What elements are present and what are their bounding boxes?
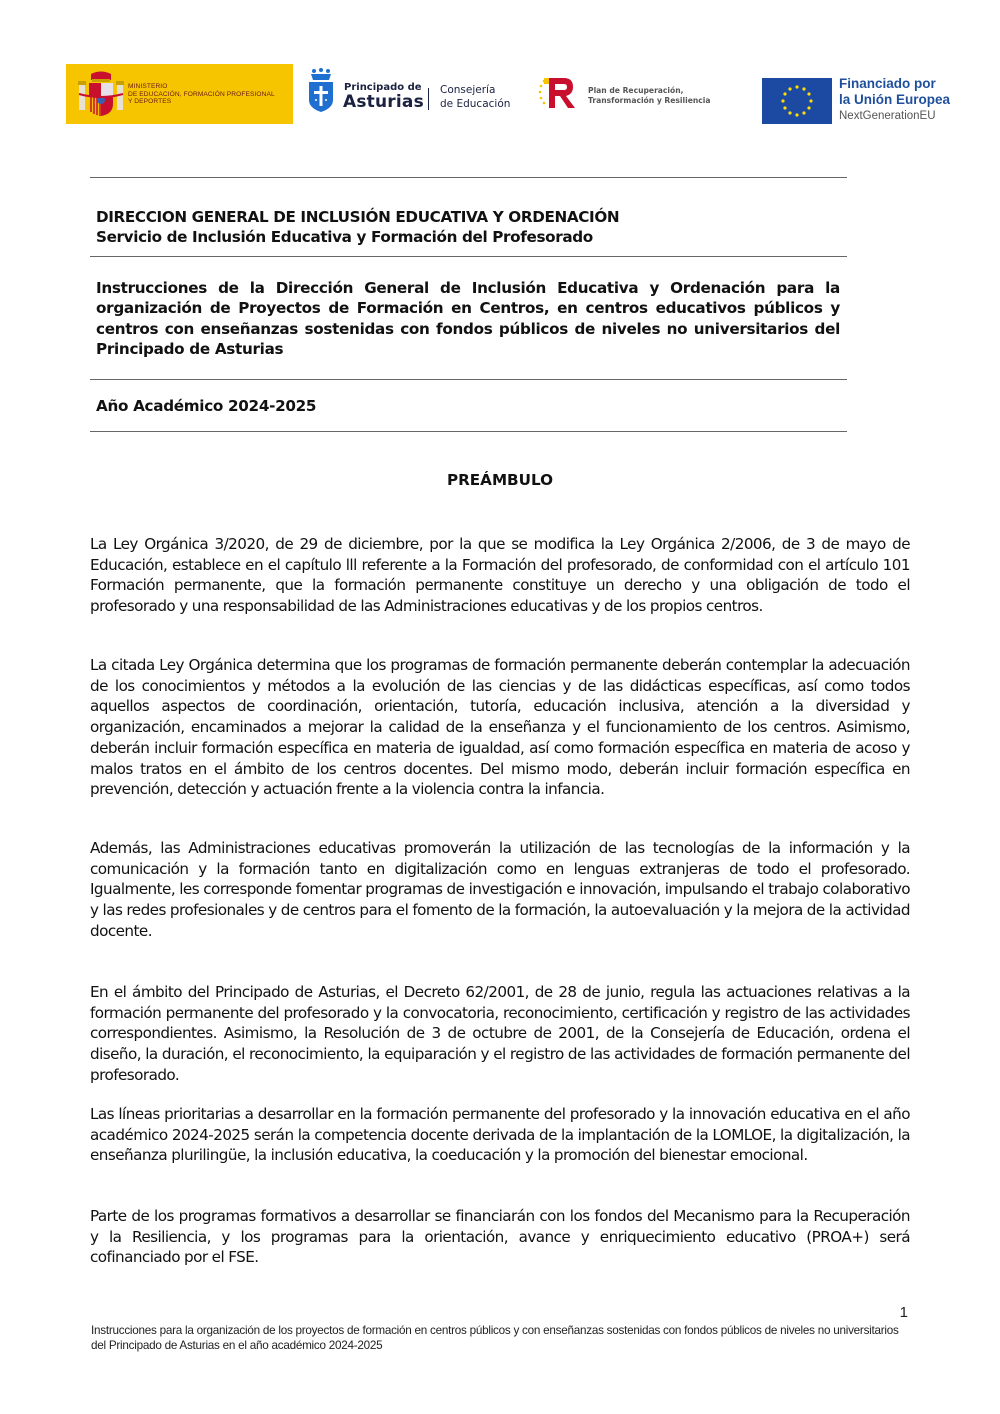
ministerio-line-2: DE EDUCACIÓN, FORMACIÓN PROFESIONAL (128, 90, 275, 98)
asturias-line-1: Principado de (344, 82, 422, 93)
page-footer: Instrucciones para la organización de los proyectos de formación en centros públicos y con enseñanzas sostenidas con fondos públicos de niveles no universitarios del Principado de Asturias en el año académico 2024-2025 (91, 1324, 899, 1352)
eu-line-1: Financiado por (839, 76, 936, 91)
header-logos (66, 62, 966, 126)
ministerio-line-3: Y DEPORTES (128, 98, 172, 106)
prtr-name (588, 86, 711, 106)
eu-funding-label (839, 76, 950, 108)
department-heading (96, 207, 856, 247)
divider-after-department (90, 256, 847, 257)
tr-mark-icon (538, 76, 578, 110)
direccion-general-name: DIRECCION GENERAL DE INCLUSIÓN EDUCATIVA Y ORDENACIÓN (96, 208, 620, 226)
divider-after-year (90, 431, 847, 432)
paragraph-1: La Ley Orgánica 3/2020, de 29 de diciembre, por la que se modifica la Ley Orgánica 2/2006, de 3 de mayo de Educación, establece en el capítulo lll referente a la Formación del profesorado, de conformidad con el artículo 101 Formación permanente, que la formación permanente constituye un derecho y una obligación de todo el profesorado y una responsabilidad de las Administraciones educativas y de los propios centros. (90, 535, 910, 616)
consejeria-line-2: de Educación (440, 98, 511, 110)
ministerio-line-1: MINISTERIO (128, 83, 168, 90)
eu-nextgeneration-label: NextGenerationEU (839, 110, 936, 122)
asturias-shield-icon (308, 68, 334, 112)
divider-top (90, 177, 847, 178)
section-heading-preambulo: PREÁMBULO (446, 471, 554, 489)
divider-after-title (90, 379, 847, 380)
spain-coat-of-arms-icon (76, 70, 126, 118)
servicio-name: Servicio de Inclusión Educativa y Formación del Profesorado (96, 228, 593, 246)
logo-union-europea (762, 74, 972, 126)
paragraph-5: Las líneas prioritarias a desarrollar en la formación permanente del profesorado y la innovación educativa en el año académico 2024-2025 serán la competencia docente derivada de la implantación de la LOMLOE, la digitalización, la enseñanza plurilingüe, la inclusión educativa, la coeducación y la promoción del bienestar emocional. (90, 1105, 910, 1165)
document-title: Instrucciones de la Dirección General de Inclusión Educativa y Ordenación para la organización de Proyectos de Formación en Centros, en centros educativos públicos y centros con enseñanzas sostenidas con fondos públicos de niveles no universitarios del Principado de Asturias (96, 279, 840, 359)
paragraph-6: Parte de los programas formativos a desarrollar se financiarán con los fondos del Mecanismo para la Recuperación y la Resiliencia, y los programas para la orientación, avance y enriquecimiento educativo (PROA+) será cofinanciado por el FSE. (90, 1207, 910, 1267)
paragraph-4: En el ámbito del Principado de Asturias, el Decreto 62/2001, de 28 de junio, regula las actuaciones relativas a la formación permanente del profesorado y la convocatoria, reconocimiento, certificación y registro de las actividades correspondientes. Asimismo, la Resolución de 3 de octubre de 2001, de la Consejería de Educación, ordena el diseño, la duración, el reconocimiento, la equiparación y el registro de las actividades de formación permanente del profesorado. (90, 983, 910, 1084)
eu-line-2: la Unión Europea (839, 92, 951, 107)
ministerio-name (128, 83, 275, 106)
logo-ministerio (66, 64, 293, 124)
paragraph-2: La citada Ley Orgánica determina que los programas de formación permanente deberán contemplar la adecuación de los conocimientos y métodos a la evolución de las ciencias y de las didácticas específicas, así como todos aquellos aspectos de coordinación, orientación, tutoría, educación inclusiva, atención a la diversidad y organización, encaminados a mejorar la calidad de la enseñanza y el funcionamiento de los centros. Asimismo, deberán incluir formación específica en materia de igualdad, así como formación específica en materia de acoso y malos tratos en el ámbito de los centros docentes. Del mismo modo, deberán incluir formación específica en prevención, detección y actuación frente a la violencia contra la infancia. (90, 656, 910, 799)
eu-flag-icon (762, 78, 832, 124)
academic-year: Año Académico 2024-2025 (96, 397, 317, 415)
asturias-line-2: Asturias (343, 92, 424, 112)
page-number: 1 (899, 1304, 908, 1321)
prtr-line-2: Transformación y Resiliencia (588, 96, 711, 105)
paragraph-3: Además, las Administraciones educativas promoverán la utilización de las tecnologías de la información y la comunicación y la formación tanto en digitalización como en lenguas extranjeras de todo el profesorado. Igualmente, les corresponde fomentar programas de investigación e innovación, impulsando el trabajo colaborativo y las redes profesionales y de centros para el fomento de la formación, la autoevaluación y la mejora de la actividad docente. (90, 839, 910, 940)
logo-divider (428, 88, 429, 110)
consejeria-name (440, 83, 510, 111)
consejeria-line-1: Consejería (440, 84, 496, 96)
prtr-line-1: Plan de Recuperación, (588, 86, 684, 95)
logo-principado-asturias (306, 68, 526, 124)
logo-plan-recuperacion (538, 76, 728, 116)
